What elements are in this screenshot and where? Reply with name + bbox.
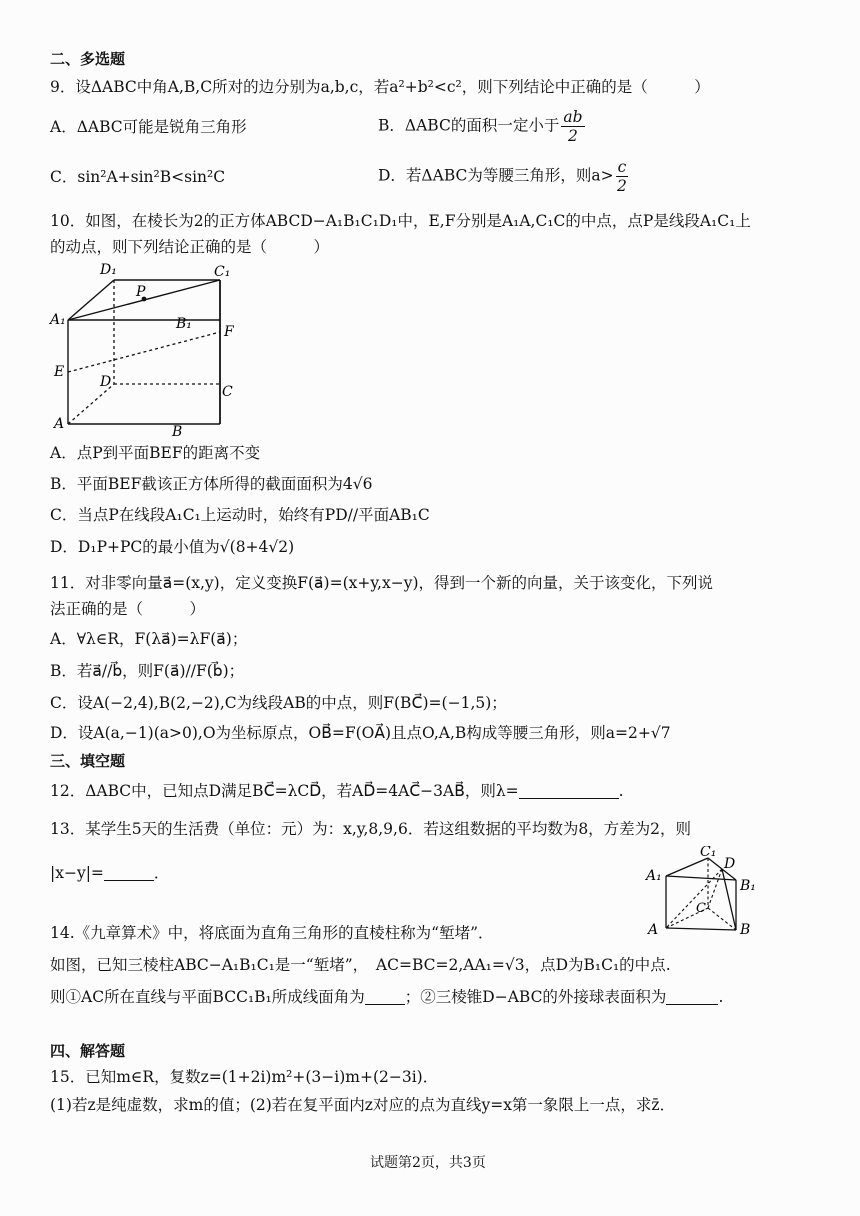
- q9-option-b: [378, 108, 587, 145]
- q13-stem: 13．某学生5天的生活费（单位：元）为：x,y,8,9,6．若这组数据的平均数为8，方差为2，则: [50, 820, 692, 838]
- q10-stem-line2: 的动点，则下列结论正确的是（ ）: [50, 238, 330, 256]
- q9-option-b-text: B．ΔABC的面积一定小于: [378, 116, 560, 135]
- q9-option-d-numerator: c: [617, 158, 627, 176]
- section-title-answer: 四、解答题: [50, 1042, 126, 1060]
- q9-option-d-text: D．若ΔABC为等腰三角形，则a>: [378, 166, 614, 185]
- q10-stem-line1: 10．如图，在棱长为2的正方体ABCD−A₁B₁C₁D₁中，E,F分别是A₁A,C₁C的中点，点P是线段A₁C₁上: [50, 212, 751, 230]
- label-a: A: [54, 416, 65, 432]
- q11-stem-line2: 法正确的是（ ）: [50, 600, 206, 618]
- label-f: F: [224, 324, 234, 340]
- label-c1: C₁: [214, 264, 231, 280]
- q14-end: .: [718, 988, 724, 1006]
- q12-end: .: [618, 782, 624, 800]
- q9-option-a: A．ΔABC可能是锐角三角形: [50, 118, 247, 136]
- q12: [50, 780, 624, 802]
- q9-option-b-fraction: [561, 108, 584, 145]
- q12-answer-blank[interactable]: [519, 782, 619, 799]
- q9-option-b-denominator: 2: [567, 127, 578, 145]
- q14-stem-line3: [50, 986, 723, 1008]
- q9-option-c: C．sin²A+sin²B<sin²C: [50, 168, 226, 186]
- q14-stem-line2: 如图，已知三棱柱ABC−A₁B₁C₁是一“堑堵”， AC=BC=2,AA₁=√3，点D为B₁C₁的中点.: [50, 956, 671, 974]
- label-b1: B₁: [176, 316, 192, 332]
- edge-a-b: [666, 928, 736, 930]
- q9-option-d: [378, 158, 630, 195]
- section-title-fill-in: 三、填空题: [50, 752, 126, 770]
- q9-option-b-numerator: ab: [563, 108, 583, 126]
- label-p: P: [136, 284, 146, 300]
- q9-option-d-fraction: [616, 158, 629, 195]
- q13-answer: [50, 862, 169, 884]
- q14-part1-blank[interactable]: [365, 988, 405, 1005]
- q13-answer-blank[interactable]: [104, 864, 154, 881]
- q10-option-a: A．点P到平面BEF的距离不变: [50, 444, 261, 462]
- q10-cube-figure: [48, 258, 248, 438]
- q15-parts: (1)若z是纯虚数，求m的值；(2)若在复平面内z对应的点为直线y=x第一象限上一点，求z̄．: [50, 1096, 676, 1114]
- q10-option-c: C．当点P在线段A₁C₁上运动时，始终有PD//平面AB₁C: [50, 506, 430, 524]
- hidden-edge-a-d: [68, 384, 114, 424]
- label-a: A: [648, 922, 659, 938]
- q14-part1-text: 则①AC所在直线与平面BCC₁B₁所成线面角为: [50, 988, 365, 1006]
- label-a1: A₁: [50, 312, 66, 328]
- label-b: B: [740, 922, 751, 938]
- q11-stem-line1: 11．对非零向量a⃗=(x,y)，定义变换F(a⃗)=(x+y,x−y)，得到一个新的向量，关于该变化，下列说: [50, 574, 713, 592]
- q10-option-b: B．平面BEF截该正方体所得的截面面积为4√6: [50, 475, 373, 493]
- q9-stem: 9．设ΔABC中角A,B,C所对的边分别为a,b,c，若a²+b²<c²，则下列结论中正确的是（ ）: [50, 78, 710, 96]
- hidden-segment-d-c: [708, 869, 722, 908]
- q11-option-d: D．设A(a,−1)(a>0),O为坐标原点，OB⃗=F(OA⃗)且点O,A,B构成等腰三角形，则a=2+√7: [50, 724, 671, 742]
- q15-stem: 15．已知m∈R，复数z=(1+2i)m²+(3−i)m+(2−3i)．: [50, 1068, 439, 1086]
- section-title-multiple-choice: 二、多选题: [50, 50, 126, 68]
- hidden-segment-e-f: [68, 332, 220, 372]
- edge-a1-b1: [666, 876, 736, 880]
- label-b1: B₁: [740, 878, 756, 894]
- label-c: C: [696, 901, 706, 916]
- label-b: B: [172, 424, 183, 438]
- label-a1: A₁: [646, 868, 662, 884]
- q11-option-b: B．若a⃗//b⃗，则F(a⃗)//F(b⃗)；: [50, 662, 245, 680]
- edge-a1-c1: [666, 858, 708, 876]
- q10-option-d: D．D₁P+PC的最小值为√(8+4√2): [50, 538, 295, 556]
- q14-part2-blank[interactable]: [666, 988, 718, 1005]
- q12-text: 12．ΔABC中，已知点D满足BC⃗=λCD⃗，若AD⃗=4AC⃗−3AB⃗，则λ=: [50, 782, 519, 800]
- q9-option-d-denominator: 2: [617, 177, 627, 195]
- label-c1: C₁: [700, 846, 717, 860]
- label-d: D: [100, 374, 112, 390]
- label-e: E: [54, 364, 65, 380]
- q14-part2-text: ；②三棱锥D−ABC的外接球表面积为: [404, 988, 667, 1006]
- q13-answer-label: |x−y|=: [50, 864, 104, 882]
- label-d: D: [724, 856, 736, 872]
- label-d1: D₁: [100, 262, 117, 278]
- label-c: C: [222, 384, 233, 400]
- q11-option-a: A．∀λ∈R，F(λa⃗)=λF(a⃗)；: [50, 630, 248, 648]
- q13-end: ．: [153, 864, 170, 882]
- page-footer: 试题第2页，共3页: [370, 1155, 486, 1171]
- q14-prism-figure: [640, 846, 780, 940]
- q14-stem-line1: 14.《九章算术》中，将底面为直角三角形的直棱柱称为“堑堵”．: [50, 924, 494, 942]
- q11-option-c: C．设A(−2,4),B(2,−2),C为线段AB的中点，则F(BC⃗)=(−1,5)；: [50, 694, 507, 712]
